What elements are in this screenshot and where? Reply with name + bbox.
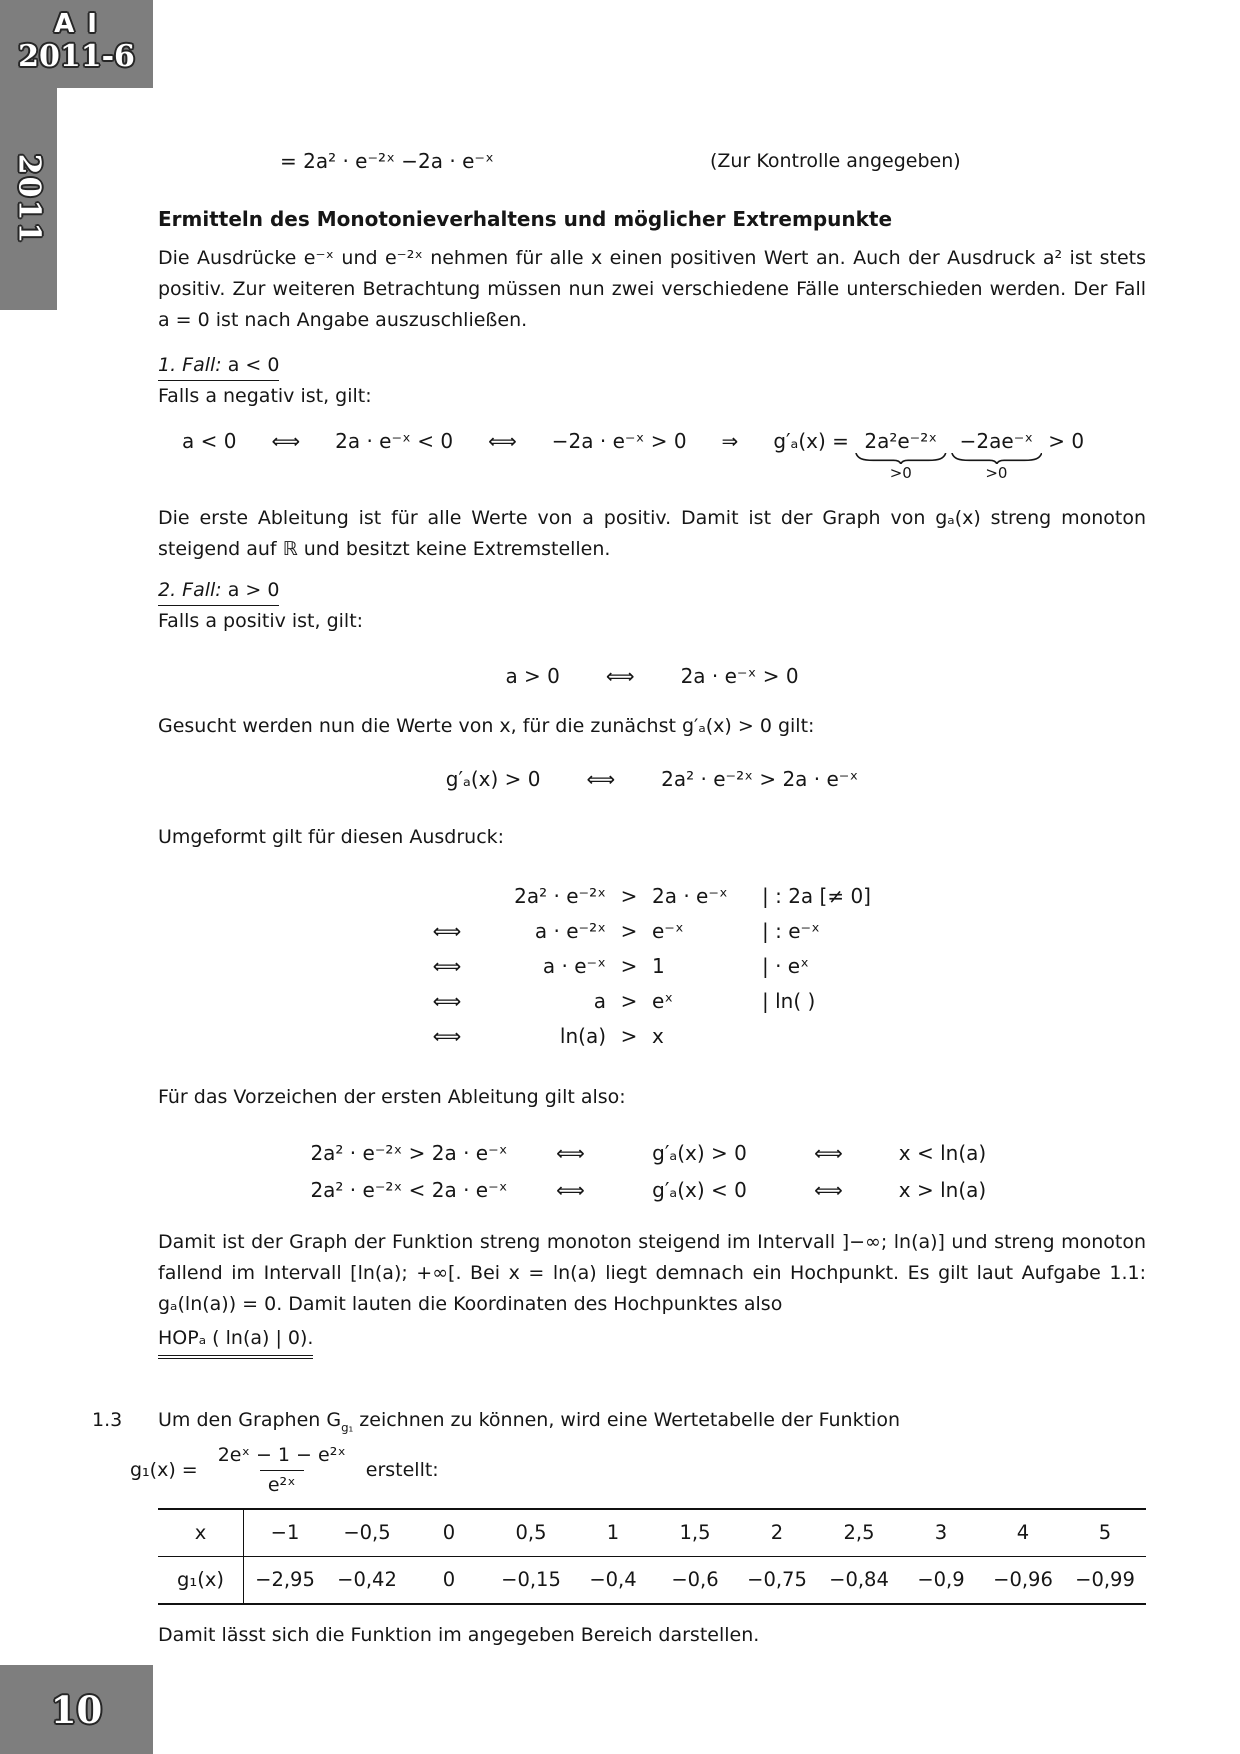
iff-arrow: ⟺ (814, 1141, 843, 1165)
closing-sentence: Damit lässt sich die Funktion im angegeben Bereich darstellen. (158, 1624, 760, 1646)
g1-value: −0,9 (917, 1568, 965, 1591)
section-number: 1.3 (92, 1409, 123, 1431)
side-year-bar (0, 88, 57, 310)
case2-heading (158, 575, 1146, 606)
conclusion-paragraph: Damit ist der Graph der Funktion streng monoton steigend im Intervall ]−∞; ln(a)] und streng monoton fallend im Intervall [ln(a); +∞[. Bei x = ln(a) liegt demnach ein Hochpunkt. Es gilt laut Aufgabe 1.1: gₐ(ln(a)) = 0. Damit lauten die Koordinaten des Hochpunktes also (158, 1231, 1146, 1315)
x-value: −0,5 (343, 1521, 391, 1544)
derivation-lhs: a (593, 989, 606, 1013)
derivation-arrow (418, 879, 476, 914)
gprime-positive-line (158, 764, 1146, 794)
underbrace-icon (855, 453, 947, 464)
case2-condition: a > 0 (227, 579, 280, 601)
intro-pre: Um den Graphen G (158, 1409, 342, 1431)
page-content (92, 0, 1146, 1651)
x-value: 2 (770, 1521, 784, 1544)
g1-value: −0,99 (1075, 1568, 1135, 1591)
gprime-inequality: 2a² · e⁻²ˣ > 2a · e⁻ˣ (661, 767, 859, 791)
fraction-denominator: e²ˣ (260, 1470, 304, 1498)
derivation-arrow: ⟺ (432, 989, 462, 1013)
case2-underlined (158, 577, 279, 606)
g1-value: −0,75 (747, 1568, 807, 1591)
case2-label: 2. Fall: (158, 579, 222, 601)
x-value: 1,5 (679, 1521, 711, 1544)
x-value: 5 (1098, 1521, 1112, 1544)
x-value: 0 (442, 1521, 456, 1544)
page-number-box (0, 1665, 153, 1754)
derivation-block (418, 879, 1146, 1054)
side-year-label: 2011 (11, 153, 46, 245)
g1-value: −0,96 (993, 1568, 1053, 1591)
derivation-relation: > (620, 1024, 638, 1048)
case1-gprime: g′ₐ(x) = (773, 429, 849, 453)
section-1-3 (92, 1405, 1146, 1651)
derivation-annotation: | · eˣ (762, 954, 809, 978)
implies-arrow: ⇒ (721, 429, 739, 453)
control-note: (Zur Kontrolle angegeben) (710, 150, 961, 172)
g1-value: −0,84 (829, 1568, 889, 1591)
intro-post: zeichnen zu können, wird eine Wertetabelle der Funktion (353, 1409, 900, 1431)
derivation-annotation: | : 2a [≠ 0] (762, 884, 871, 908)
case1-underlined (158, 352, 279, 381)
case2-term2: 2a · e⁻ˣ > 0 (680, 664, 799, 688)
case1-intro: Falls a negativ ist, gilt: (158, 385, 372, 407)
derivation-relation: > (620, 954, 638, 978)
fraction-numerator: 2eˣ − 1 − e²ˣ (217, 1444, 346, 1466)
g1-tail: erstellt: (365, 1458, 439, 1481)
sign-derivative: g′ₐ(x) < 0 (652, 1178, 747, 1202)
intro-paragraph: Die Ausdrücke e⁻ˣ und e⁻²ˣ nehmen für alle x einen positiven Wert an. Auch der Ausdruck a² ist stets positiv. Zur weiteren Betrachtung müssen nun zwei verschiedene Fälle unterschieden werden. Der Fall a = 0 ist nach Angabe auszuschließen. (158, 247, 1146, 331)
g1-fraction (210, 1442, 354, 1498)
derivation-relation: > (620, 989, 638, 1013)
brace1-label: >0 (889, 464, 912, 482)
derivation-rhs: eˣ (652, 989, 674, 1013)
iff-arrow: ⟺ (814, 1178, 843, 1202)
derivation-annotation: | ln( ) (762, 989, 816, 1013)
case2-math-line (158, 661, 1146, 691)
section-1-3-intro (158, 1409, 900, 1435)
underbrace-icon (951, 453, 1043, 464)
graph-subscript: g₁ (341, 1420, 354, 1435)
iff-arrow: ⟺ (488, 429, 517, 453)
x-value: 3 (934, 1521, 948, 1544)
sign-xrange: x < ln(a) (898, 1141, 987, 1165)
brace2-label: >0 (985, 464, 1008, 482)
derivation-lhs: a · e⁻ˣ (542, 954, 606, 978)
g1-value: −0,6 (671, 1568, 719, 1591)
x-value: 0,5 (515, 1521, 547, 1544)
tab-exam-year: 2011-6 (18, 39, 135, 74)
iff-arrow: ⟺ (556, 1178, 585, 1202)
row-header-x: x (158, 1510, 244, 1556)
case1-heading (158, 350, 1146, 381)
x-value: 2,5 (843, 1521, 875, 1544)
case1-condition: a < 0 (227, 354, 280, 376)
iff-arrow: ⟺ (556, 1141, 585, 1165)
derivation-annotation (762, 1019, 942, 1054)
sign-xrange: x > ln(a) (898, 1178, 987, 1202)
row-header-g1: g₁(x) (158, 1557, 244, 1603)
derivative-result-formula: = 2a² · e⁻²ˣ −2a · e⁻ˣ (280, 149, 494, 173)
derivation-relation: > (620, 884, 638, 908)
g1-value: 0 (442, 1568, 456, 1591)
derivation-arrow: ⟺ (432, 919, 462, 943)
case2-intro: Falls a positiv ist, gilt: (158, 610, 364, 632)
g1-value: −2,95 (255, 1568, 315, 1591)
underbrace-group-1 (855, 426, 947, 483)
x-value: 4 (1016, 1521, 1030, 1544)
table-row-x (158, 1510, 1146, 1557)
case1-tail: > 0 (1048, 429, 1085, 453)
table-row-g1 (158, 1557, 1146, 1603)
x-value: 1 (606, 1521, 620, 1544)
sign-inequality: 2a² · e⁻²ˣ > 2a · e⁻ˣ (310, 1141, 508, 1165)
brace2-term: −2ae⁻ˣ (959, 429, 1034, 453)
value-table (158, 1508, 1146, 1605)
derivation-lhs: a · e⁻²ˣ (534, 919, 606, 943)
derivation-rhs: x (652, 1024, 664, 1048)
gesucht-line: Gesucht werden nun die Werte von x, für die zunächst g′ₐ(x) > 0 gilt: (158, 715, 815, 737)
derivative-result-line (158, 146, 1146, 177)
case1-math-line (158, 426, 1146, 483)
derivation-lhs: ln(a) (559, 1024, 606, 1048)
derivation-annotation: | : e⁻ˣ (762, 919, 820, 943)
derivation-lhs: 2a² · e⁻²ˣ (514, 884, 606, 908)
g1-formula (130, 1442, 1146, 1498)
derivation-relation: > (620, 919, 638, 943)
sign-inequality: 2a² · e⁻²ˣ < 2a · e⁻ˣ (310, 1178, 508, 1202)
gprime-condition: g′ₐ(x) > 0 (445, 767, 541, 791)
tab-exam-code: A I (54, 9, 99, 39)
iff-arrow: ⟺ (271, 429, 301, 453)
g1-value: −0,4 (589, 1568, 637, 1591)
iff-arrow: ⟺ (605, 664, 635, 688)
case1-term1: a < 0 (182, 429, 237, 453)
underbrace-group-2 (951, 426, 1043, 483)
vorzeichen-intro: Für das Vorzeichen der ersten Ableitung gilt also: (158, 1086, 626, 1108)
case1-label: 1. Fall: (158, 354, 222, 376)
iff-arrow: ⟺ (586, 767, 616, 791)
derivation-rhs: e⁻ˣ (652, 919, 684, 943)
sign-block (158, 1135, 1146, 1209)
derivation-rhs: 2a · e⁻ˣ (652, 884, 728, 908)
g1-value: −0,15 (501, 1568, 561, 1591)
hop-result: HOPₐ ( ln(a) | 0). (158, 1323, 313, 1359)
brace1-term: 2a²e⁻²ˣ (864, 429, 938, 453)
g1-lhs: g₁(x) = (130, 1458, 198, 1481)
case2-term1: a > 0 (505, 664, 560, 688)
case1-derivative-expression (773, 426, 1084, 483)
page-number: 10 (50, 1687, 103, 1732)
umgeformt-line: Umgeformt gilt für diesen Ausdruck: (158, 826, 505, 848)
section-heading: Ermitteln des Monotonieverhaltens und möglicher Extrempunkte (158, 207, 893, 231)
case1-result-paragraph: Die erste Ableitung ist für alle Werte von a positiv. Damit ist der Graph von gₐ(x) streng monoton steigend auf ℝ und besitzt keine Extremstellen. (158, 507, 1146, 560)
case1-term2: 2a · e⁻ˣ < 0 (335, 429, 454, 453)
case1-term3: −2a · e⁻ˣ > 0 (551, 429, 687, 453)
derivation-arrow: ⟺ (432, 1024, 462, 1048)
derivation-rhs: 1 (652, 954, 665, 978)
g1-value: −0,42 (337, 1568, 397, 1591)
sign-derivative: g′ₐ(x) > 0 (652, 1141, 747, 1165)
derivation-arrow: ⟺ (432, 954, 462, 978)
x-value: −1 (270, 1521, 300, 1544)
corner-tab (0, 0, 153, 88)
